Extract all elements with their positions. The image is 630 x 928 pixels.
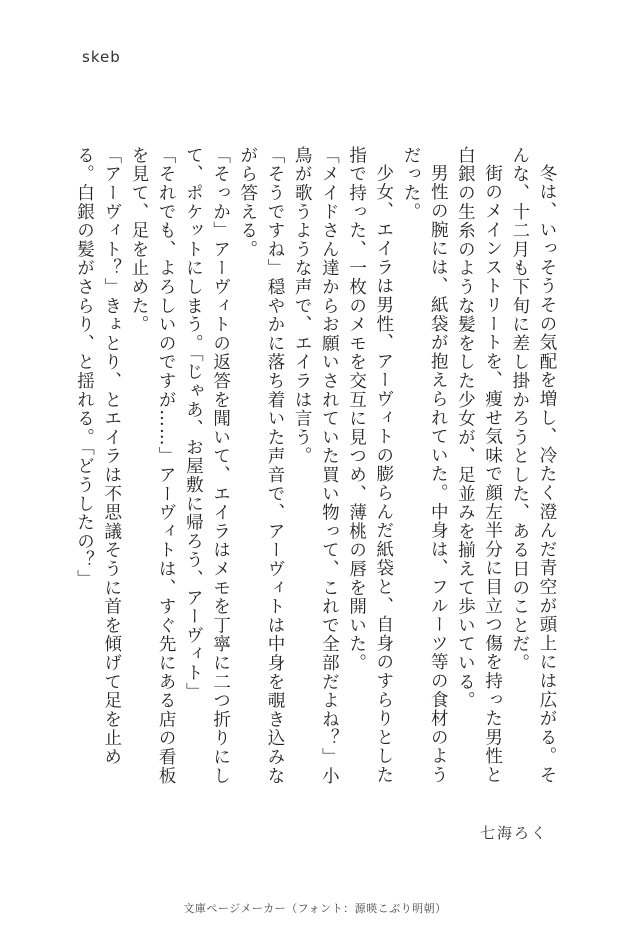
paragraph: 男性の腕には、紙袋が抱えられていた。中身は、フルーツ等の食材のようだった。 [400,146,449,784]
author-name: 七海ろく [479,824,548,842]
paragraph: 「そうですね」穏やかに落ち着いた声音で、アーヴィトは中身を覗き込みながら答える。 [237,146,285,786]
paragraph: 「アーヴィト？」きょとり、とエイラは不思議そうに首を傾げて足を止める。白銀の髪がさらり、と揺れる。「どうしたの？」 [74,146,122,767]
paragraph: 冬は、いっそうその気配を増し、冷たく澄んだ青空が頭上には広がる。そんな、十二月も下旬に差し掛かろうとした、ある日のことだ。 [509,146,557,784]
footer-credit: 文庫ページメーカー（フォント：源暎こぶり明朝） [183,902,447,915]
paragraph: 「そっか」アーヴィトの返答を聞いて、エイラはメモを丁寧に二つ折りにして、ポケットにしまう。「じゃあ、お屋敷に帰ろう、アーヴィト」 [183,146,231,786]
paragraph: 「メイドさん達からお願いされていた買い物って、これで全部だよね？」小鳥が歌うような声で、エイラは言う。 [292,146,340,786]
paragraph: 「それでも、よろしいのですが……」アーヴィトは、すぐ先にある店の看板を見て、足を止めた。 [128,146,177,786]
body-text [70,146,560,786]
site-label: skeb [82,48,121,66]
paragraph: 街のメインストリートを、痩せ気味で顔左半分に目立つ傷を持った男性と白銀の生糸のような髪をした少女が、足並みを揃えて歩いている。 [455,146,503,784]
paragraph: 少女、エイラは男性、アーヴィトの膨らんだ紙袋と、自身のすらりとした指で持った、一枚のメモを交互に見つめ、薄桃の唇を開いた。 [346,146,394,784]
